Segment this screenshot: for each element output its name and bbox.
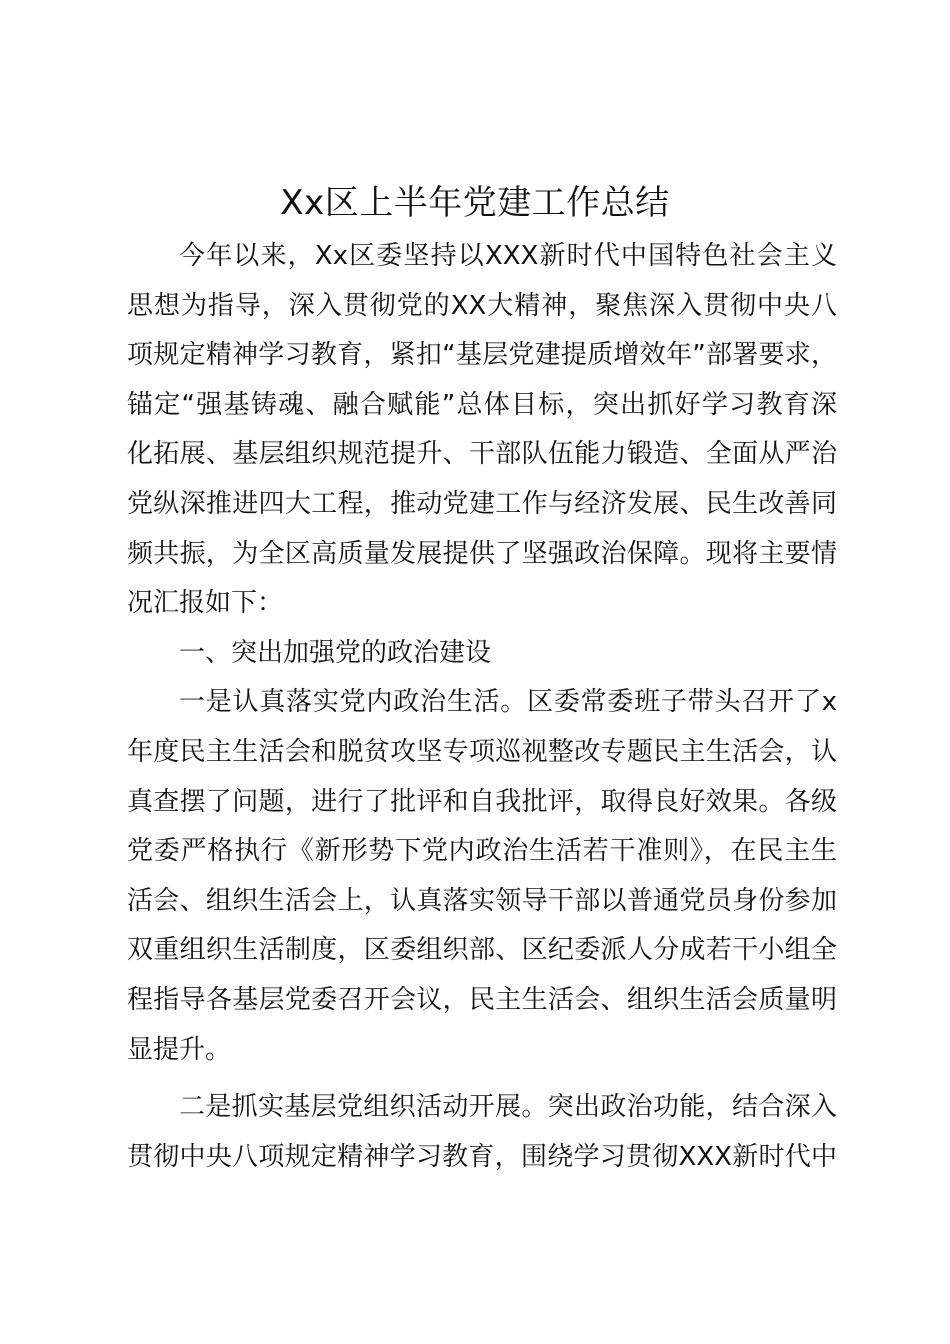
body-line: 今年以来，Xx区委坚持以XXX新时代中国特色社会主义	[179, 241, 837, 271]
body-line: 思想为指导，深入贯彻党的XX大精神，聚焦深入贯彻中央八	[127, 290, 837, 321]
document-title: Xx区上半年党建工作总结	[280, 183, 670, 223]
body-line: 双重组织生活制度，区委组织部、区纪委派人分成若干小组全	[127, 935, 837, 966]
body-line: 显提升。	[127, 1034, 232, 1065]
body-line: 况汇报如下：	[127, 588, 284, 619]
body-line: 年度民主生活会和脱贫攻坚专项巡视整改专题民主生活会，认	[127, 736, 837, 767]
body-line: 贯彻中央八项规定精神学习教育，围绕学习贯彻XXX新时代中	[127, 1141, 837, 1172]
document-body	[127, 232, 837, 1182]
paragraph-gap	[127, 1075, 837, 1083]
body-line: 一是认真落实党内政治生活。区委常委班子带头召开了x	[179, 687, 837, 718]
body-line: 党委严格执行《新形势下党内政治生活若干准则》，在民主生	[127, 836, 837, 867]
body-line: 真查摆了问题，进行了批评和自我批评，取得良好效果。各级	[127, 786, 837, 817]
section-heading: 一、突出加强党的政治建设	[179, 637, 492, 668]
body-line: 党纵深推进四大工程，推动党建工作与经济发展、民生改善同	[127, 488, 837, 519]
body-line: 频共振，为全区高质量发展提供了坚强政治保障。现将主要情	[127, 538, 837, 569]
body-line: 程指导各基层党委召开会议，民主生活会、组织生活会质量明	[127, 984, 837, 1015]
body-line: 二是抓实基层党组织活动开展。突出政治功能，结合深入	[179, 1092, 837, 1123]
body-line: 化拓展、基层组织规范提升、干部队伍能力锻造、全面从严治	[127, 439, 837, 470]
body-line: 活会、组织生活会上，认真落实领导干部以普通党员身份参加	[127, 885, 837, 916]
body-line: 锚定“强基铸魂、融合赋能”总体目标，突出抓好学习教育深	[127, 389, 837, 420]
body-line: 项规定精神学习教育，紧扣“基层党建提质增效年”部署要求，	[127, 340, 837, 371]
